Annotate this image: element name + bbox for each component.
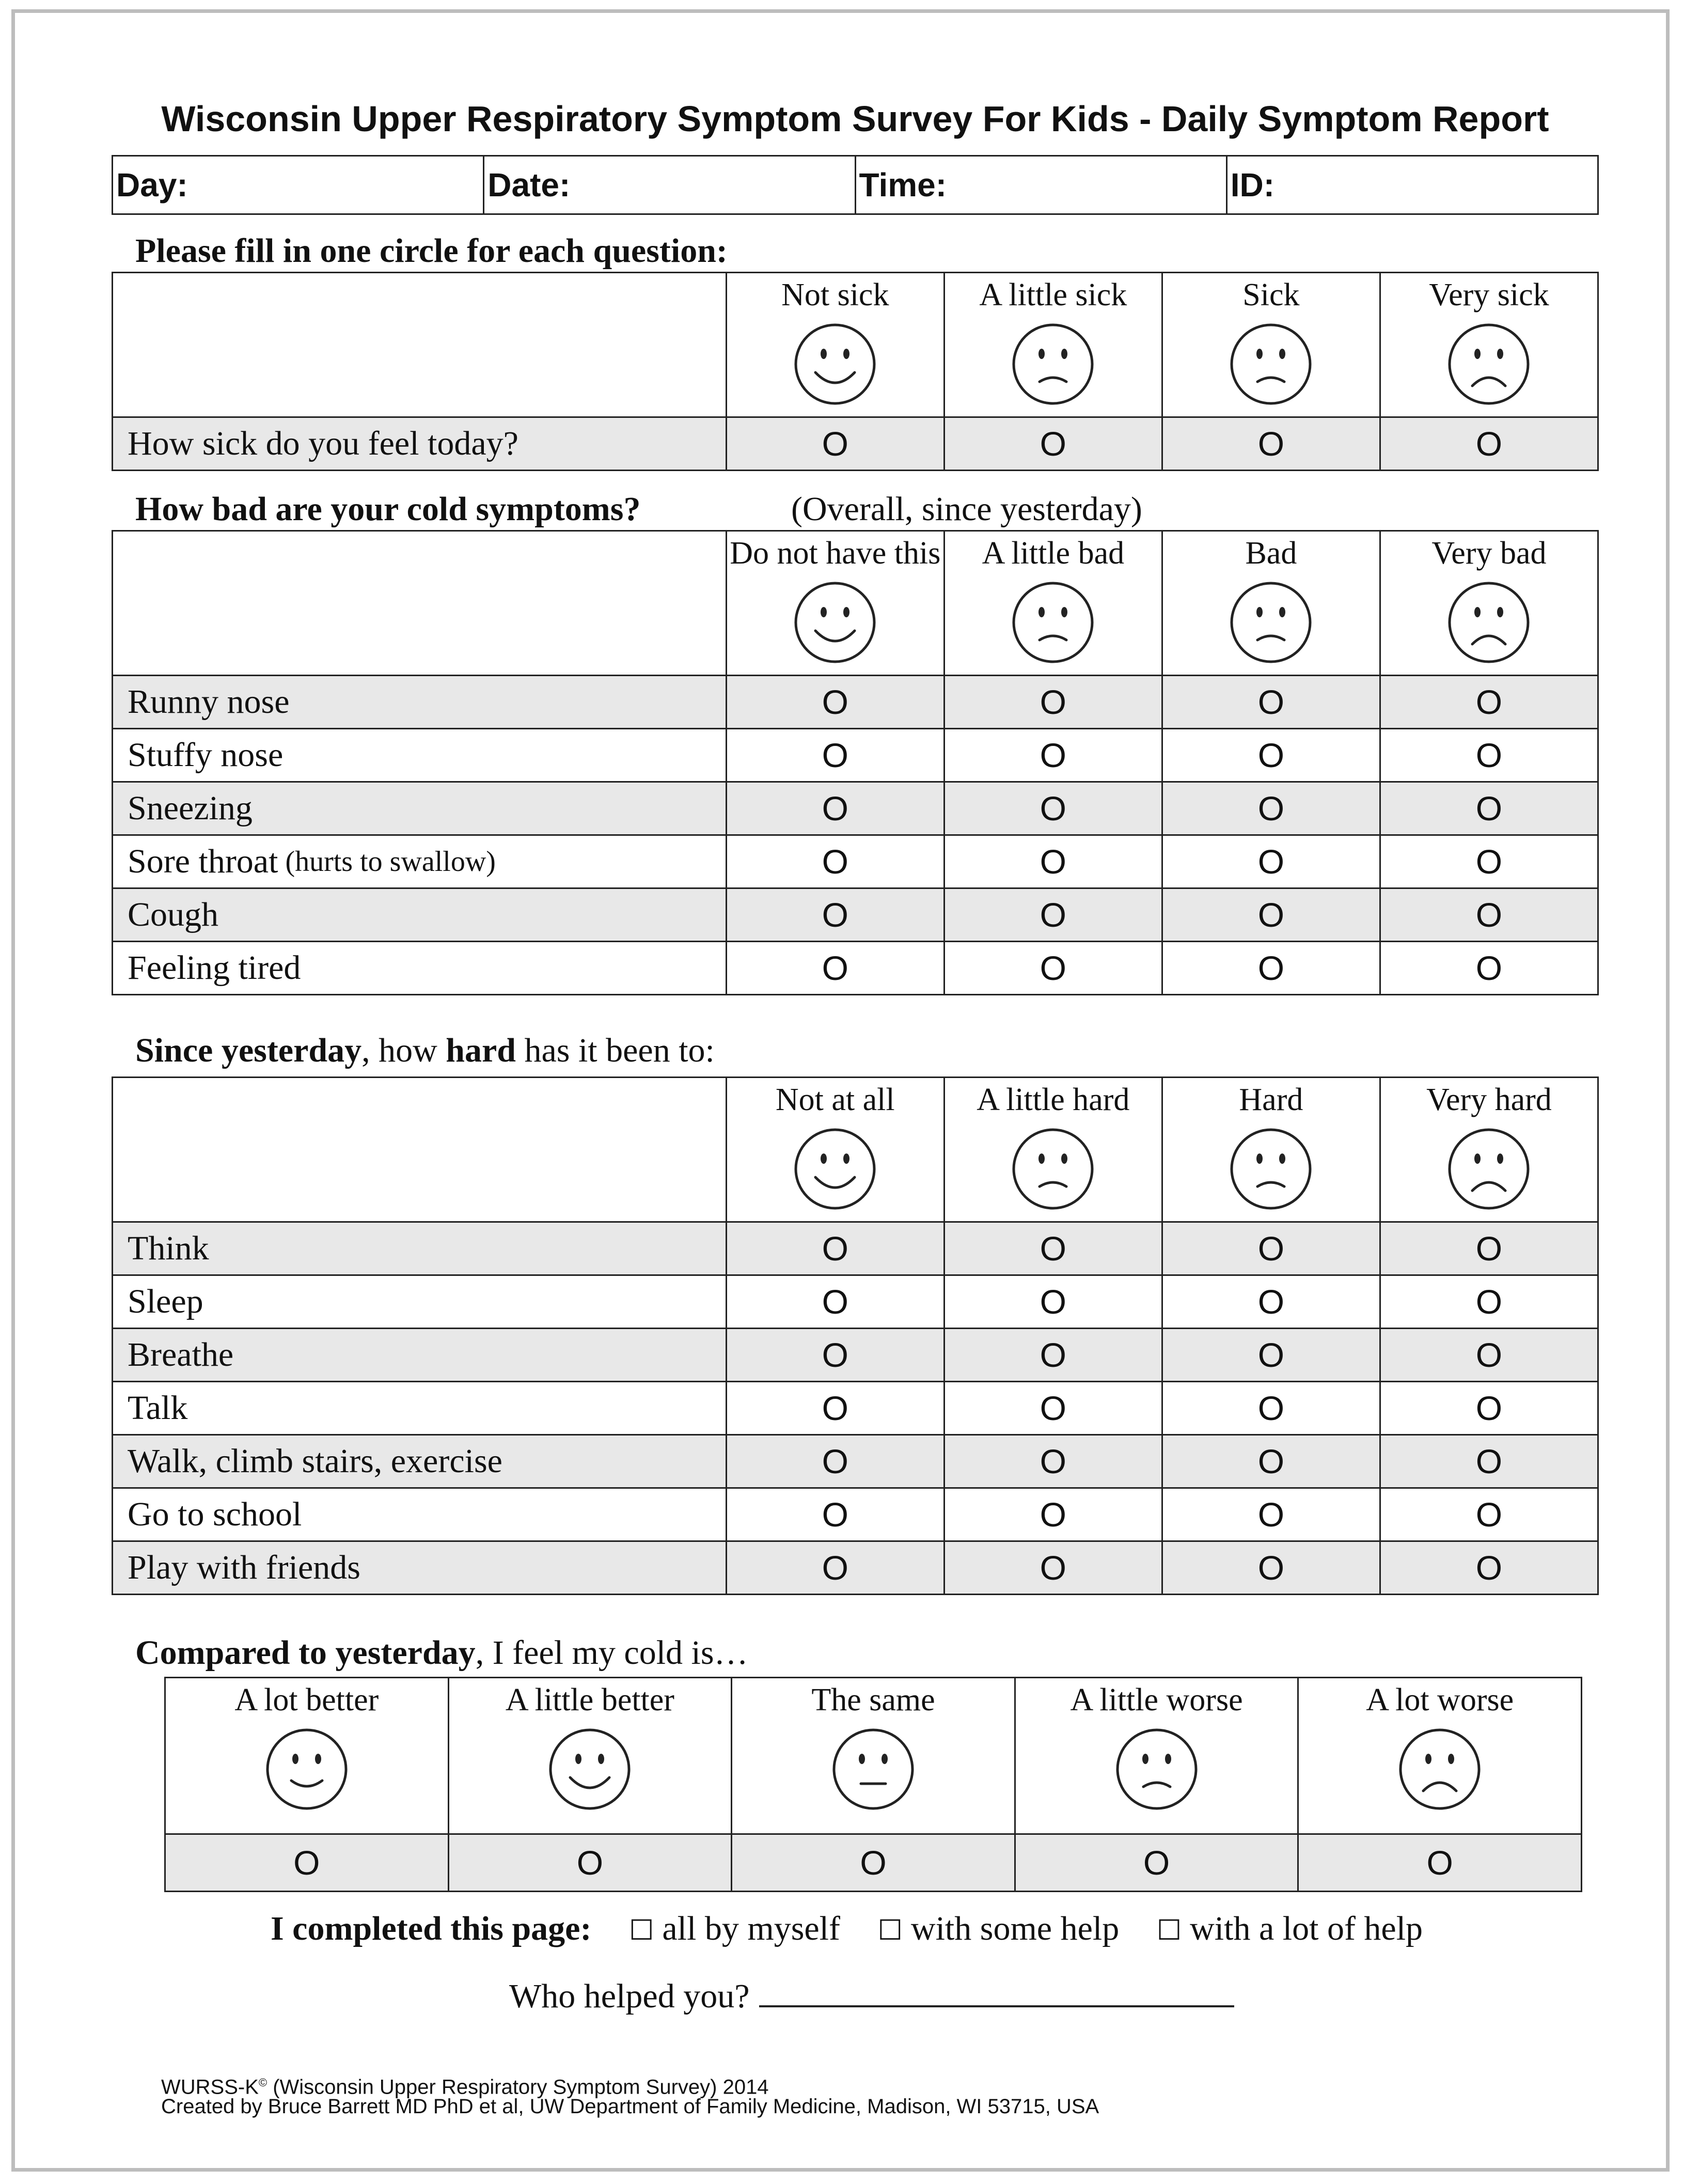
footer-line-2: Created by Bruce Barrett MD PhD et al, UW Department of Family Medicine, Madison, WI 53715, USA [161,2095,1099,2118]
answer-circle[interactable]: O [943,942,1161,994]
answer-circle[interactable]: O [726,418,943,470]
section3-title: Since yesterday, how hard has it been to: [135,1032,715,1069]
face-header-cell [1161,1078,1379,1221]
answer-circle[interactable]: O [726,1542,943,1594]
question-label: Feeling tired [128,949,301,987]
id-field[interactable]: ID: [1230,166,1275,204]
slightly-frowning-face-icon [1011,322,1095,407]
answer-circle[interactable]: O [1379,1489,1597,1540]
frowning-face-icon [1229,580,1313,665]
column-label: Not sick [781,277,889,313]
face-header-cell [943,273,1161,416]
answer-circle[interactable]: O [726,889,943,941]
column-label: A little sick [979,277,1127,313]
answer-circle[interactable]: O [943,889,1161,941]
question-row [113,834,1597,887]
answer-circle[interactable]: O [1161,1436,1379,1487]
face-header-cell [1379,532,1597,675]
answer-circle[interactable]: O [448,1835,731,1891]
overall-sickness-grid [112,272,1599,471]
time-field[interactable]: Time: [856,157,1227,213]
answer-circle[interactable]: O [1161,1223,1379,1274]
answer-circle[interactable]: O [943,1436,1161,1487]
column-label: A little hard [977,1082,1130,1117]
smiling-face-icon [793,1127,877,1211]
question-label: Go to school [128,1495,302,1533]
face-header-cell [1379,273,1597,416]
face-header-cell [726,532,943,675]
face-header-cell [1379,1078,1597,1221]
answer-circle[interactable]: O [726,1329,943,1381]
who-helped-label: Who helped you? [509,1977,750,2015]
frowning-face-icon [1229,1127,1313,1211]
answer-circle[interactable]: O [1379,889,1597,941]
question-label: Talk [128,1389,188,1427]
answer-circle[interactable]: O [1379,783,1597,834]
frowning-face-icon [1229,322,1313,407]
answer-circle[interactable]: O [1379,942,1597,994]
neutral-face-icon [831,1727,916,1812]
slightly-frowning-face-icon [1011,580,1095,665]
column-label: A little bad [982,536,1125,571]
answer-circle[interactable]: O [1161,418,1379,470]
question-row [113,1221,1597,1274]
section2-title: How bad are your cold symptoms? [135,490,641,528]
option-with-a-lot-of-help[interactable]: ☐ with a lot of help [1156,1910,1423,1947]
comparison-face-cell [448,1678,731,1833]
smiling-face-icon [793,322,877,407]
answer-circle[interactable]: O [726,1382,943,1434]
answer-circle[interactable]: O [1161,942,1379,994]
answer-circle[interactable]: O [943,418,1161,470]
checkbox-icon[interactable]: ☐ [877,1914,903,1946]
question-row [113,781,1597,834]
answer-circle[interactable]: O [726,836,943,887]
answer-circle[interactable]: O [731,1835,1014,1891]
section4-title: Compared to yesterday, I feel my cold is… [135,1634,748,1672]
completed-by-line [271,1908,1423,1951]
option-with-some-help[interactable]: ☐ with some help [877,1910,1120,1947]
answer-circle[interactable]: O [943,729,1161,781]
answer-circle[interactable]: O [1379,1223,1597,1274]
difficulty-grid [112,1077,1599,1595]
face-header-cell [1161,273,1379,416]
column-label: Very hard [1426,1082,1552,1117]
question-row [113,1540,1597,1594]
answer-circle[interactable]: O [943,676,1161,728]
day-field[interactable]: Day: [113,157,484,213]
smiling-face-icon [547,1727,632,1812]
answer-circle[interactable]: O [1161,889,1379,941]
column-label: A little worse [1070,1682,1243,1718]
section1-title: Please fill in one circle for each question: [135,232,728,270]
footer-line-1: WURSS-K© (Wisconsin Upper Respiratory Symptom Survey) 2014 [161,2076,769,2099]
cold-symptoms-grid [112,530,1599,995]
question-row [113,1274,1597,1328]
smiling-face-icon [793,580,877,665]
answer-circle[interactable]: O [1161,1276,1379,1328]
face-header-spacer [113,532,726,675]
answer-circle[interactable]: O [943,836,1161,887]
page-title: Wisconsin Upper Respiratory Symptom Survey For Kids - Daily Symptom Report [161,99,1549,139]
question-row [113,416,1597,470]
question-row [113,1328,1597,1381]
big-smile-face-icon [264,1727,349,1812]
comparison-face-row [166,1678,1581,1833]
answer-circle[interactable]: O [943,1329,1161,1381]
answer-circle[interactable]: O [1161,1489,1379,1540]
face-header-cell [1161,532,1379,675]
question-label: Runny nose [128,683,290,721]
answer-circle[interactable]: O [726,1276,943,1328]
question-label: Breathe [128,1336,234,1374]
date-field[interactable]: Date: [484,157,856,213]
face-header-cell [726,1078,943,1221]
very-frowning-face-icon [1446,322,1531,407]
slightly-frowning-face-icon [1114,1727,1199,1812]
answer-circle[interactable]: O [943,1276,1161,1328]
question-row [113,941,1597,994]
comparison-face-cell [1014,1678,1298,1833]
answer-circle[interactable]: O [1379,729,1597,781]
column-label: A little better [505,1682,674,1718]
header-fields [112,155,1599,215]
checkbox-icon[interactable]: ☐ [1156,1914,1182,1946]
face-header-spacer [113,1078,726,1221]
question-row [113,1434,1597,1487]
answer-circle[interactable]: O [1161,729,1379,781]
answer-circle[interactable]: O [726,1489,943,1540]
face-header-spacer [113,273,726,416]
face-header-cell [726,273,943,416]
column-label: The same [811,1682,935,1718]
question-row [113,1381,1597,1434]
question-row [113,675,1597,728]
answer-circle[interactable]: O [726,676,943,728]
answer-circle[interactable]: O [1379,1436,1597,1487]
comparison-face-cell [731,1678,1014,1833]
question-label: Sneezing [128,789,253,827]
question-label: Think [128,1229,209,1267]
answer-circle[interactable]: O [1379,418,1597,470]
comparison-grid [164,1677,1582,1892]
section2-note: (Overall, since yesterday) [791,490,1142,528]
question-label: Stuffy nose [128,736,284,774]
answer-circle[interactable]: O [1161,1329,1379,1381]
answer-circle[interactable]: O [1161,676,1379,728]
answer-circle[interactable]: O [1161,1382,1379,1434]
question-label: How sick do you feel today? [128,425,518,462]
answer-circle[interactable]: O [1379,1329,1597,1381]
face-header-cell [943,1078,1161,1221]
answer-circle[interactable]: O [1297,1835,1581,1891]
answer-circle[interactable]: O [726,783,943,834]
comparison-face-cell [166,1678,448,1833]
column-label: Very sick [1429,277,1549,313]
column-label: A lot worse [1366,1682,1514,1718]
answer-circle[interactable]: O [1161,836,1379,887]
face-header-row [113,532,1597,675]
answer-circle[interactable]: O [1379,1542,1597,1594]
answer-circle[interactable]: O [1014,1835,1298,1891]
answer-circle[interactable]: O [1379,1382,1597,1434]
completed-label: I completed this page: [271,1910,592,1947]
answer-circle[interactable]: O [726,729,943,781]
column-label: Do not have this [730,536,941,571]
question-row [113,728,1597,781]
option-all-by-myself[interactable]: ☐ all by myself [628,1910,840,1947]
question-row [113,1487,1597,1540]
question-label: Sleep [128,1283,203,1320]
column-label: Bad [1245,536,1297,571]
question-label: Play with friends [128,1549,360,1586]
column-label: Very bad [1431,536,1547,571]
checkbox-icon[interactable]: ☐ [628,1914,654,1946]
column-label: Sick [1242,277,1300,313]
frowning-face-icon [1397,1727,1482,1812]
column-label: Hard [1239,1082,1303,1117]
comparison-circle-row [166,1833,1581,1891]
answer-circle[interactable]: O [943,1382,1161,1434]
answer-circle[interactable]: O [943,1223,1161,1274]
question-label: Walk, climb stairs, exercise [128,1442,502,1480]
face-header-row [113,273,1597,416]
who-helped-input[interactable] [759,1975,1234,2007]
answer-circle[interactable]: O [726,1223,943,1274]
slightly-frowning-face-icon [1011,1127,1095,1211]
column-label: Not at all [775,1082,895,1117]
answer-circle[interactable]: O [1379,1276,1597,1328]
answer-circle[interactable]: O [1161,783,1379,834]
column-label: A lot better [234,1682,379,1718]
answer-circle[interactable]: O [726,942,943,994]
answer-circle[interactable]: O [293,1844,320,1882]
comparison-face-cell [1297,1678,1581,1833]
question-label: Cough [128,896,219,933]
question-row [113,887,1597,941]
answer-circle[interactable]: O [943,1489,1161,1540]
answer-circle[interactable]: O [1379,836,1597,887]
question-label: Sore throat (hurts to swallow) [128,843,496,880]
answer-circle[interactable]: O [726,1436,943,1487]
answer-circle[interactable]: O [943,783,1161,834]
answer-circle[interactable]: O [1379,676,1597,728]
face-header-row [113,1078,1597,1221]
who-helped-line [509,1975,1234,2017]
face-header-cell [943,532,1161,675]
answer-circle[interactable]: O [1161,1542,1379,1594]
very-frowning-face-icon [1446,1127,1531,1211]
answer-circle[interactable]: O [943,1542,1161,1594]
very-frowning-face-icon [1446,580,1531,665]
